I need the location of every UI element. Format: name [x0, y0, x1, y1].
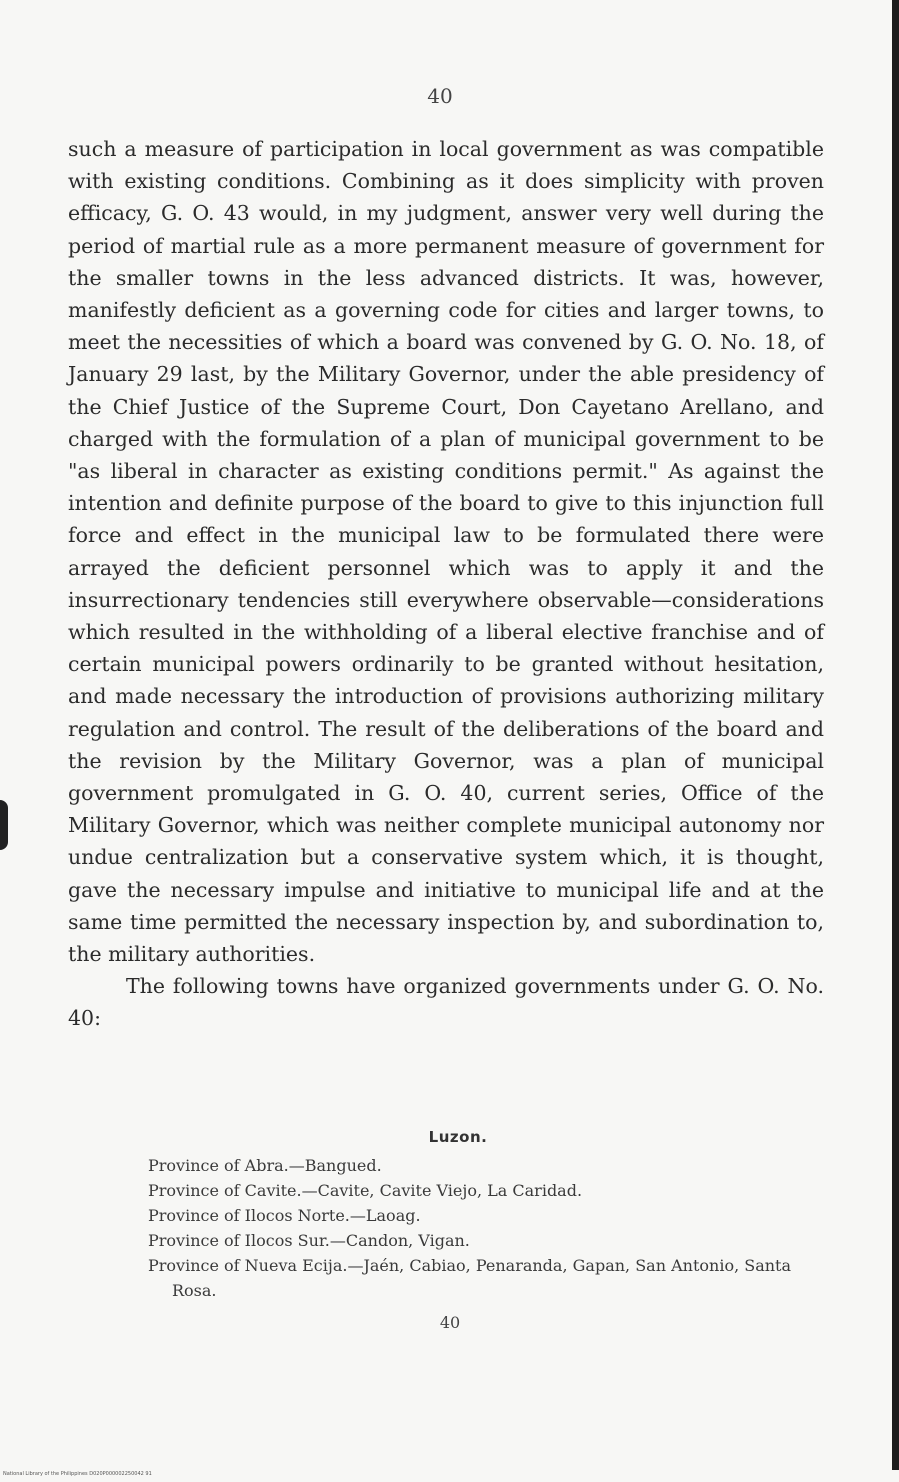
- page-edge-shadow: [892, 0, 899, 1470]
- paragraph-1: such a measure of participation in local government as was compatible with existing conditions. Combining as it does simplicity with proven efficacy, G. O. 43 would, in my judgment, answer very well during the period of martial rule as a more permanent measure of government for the smaller towns in the less advanced districts. It was, however, manifestly deficient as a governing code for cities and larger towns, to meet the necessities of which a board was convened by G. O. No. 18, of January 29 last, by the Military Governor, under the able presidency of the Chief Justice of the Supreme Court, Don Cayetano Arellano, and charged with the formulation of a plan of municipal government to be "as liberal in character as existing conditions permit." As against the intention and definite purpose of the board to give to this injunction full force and effect in the municipal law to be formulated there were arrayed the deficient personnel which was to apply it and the insurrectionary tendencies still everywhere observable—considerations which resulted in the withholding of a liberal elective franchise and of certain municipal powers ordinarily to be granted without hesitation, and made necessary the introduction of provisions authorizing military regulation and control. The result of the deliberations of the board and the revision by the Military Governor, was a plan of municipal government promulgated in G. O. 40, current series, Office of the Military Governor, which was neither complete municipal autonomy nor undue centralization but a conservative system which, it is thought, gave the necessary impulse and initiative to municipal life and at the same time permitted the necessary inspection by, and subordination to, the military authorities.: [68, 137, 824, 967]
- page-number-top: 40: [427, 84, 453, 108]
- list-item: Province of Nueva Ecija.—Jaén, Cabiao, Penaranda, Gapan, San Antonio, Santa Rosa.: [148, 1256, 792, 1300]
- body-text: [68, 133, 824, 1035]
- list-item: Province of Ilocos Norte.—Laoag.: [148, 1206, 421, 1225]
- town-list: [148, 1153, 808, 1303]
- list-item: Province of Ilocos Sur.—Candon, Vigan.: [148, 1231, 470, 1250]
- list-item: Province of Cavite.—Cavite, Cavite Viejo, La Caridad.: [148, 1181, 583, 1200]
- paragraph-2: The following towns have organized governments under G. O. No. 40:: [68, 974, 824, 1031]
- section-heading: Luzon.: [428, 1128, 488, 1146]
- footer-credit: National Library of the Philippines D020P000002250042 91: [3, 1471, 152, 1477]
- page-number-bottom: 40: [439, 1313, 461, 1332]
- list-item: Province of Abra.—Bangued.: [148, 1156, 382, 1175]
- page-edge-mark: [0, 800, 8, 850]
